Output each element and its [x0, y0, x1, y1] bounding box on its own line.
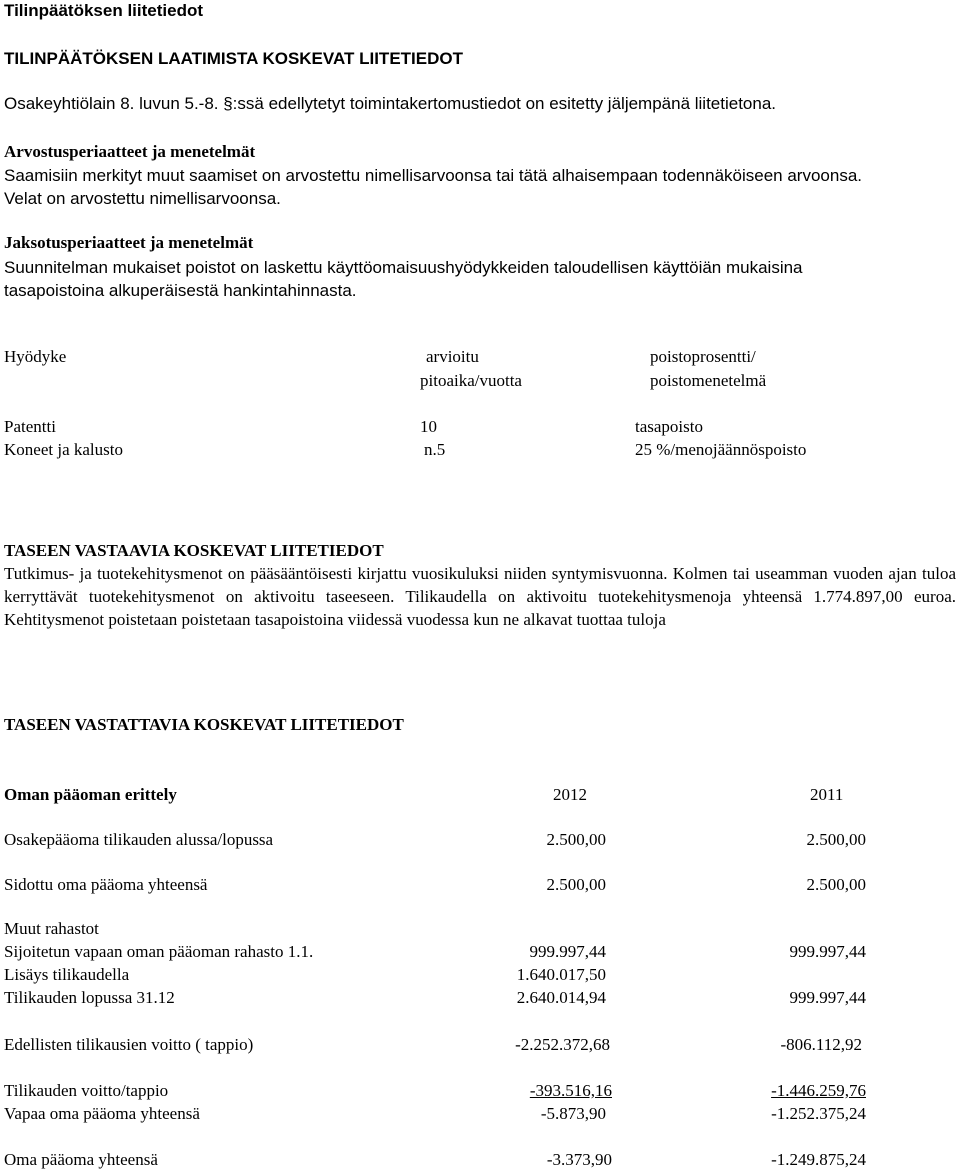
col-header-rate-1: poistoprosentti/ [650, 347, 756, 366]
equity-heading: Oman pääoman erittely [4, 785, 177, 804]
valuation-text: Saamisiin merkityt muut saamiset on arvostettu nimellisarvoonsa tai tätä alhaisempaan todennäköiseen arvoonsa. Velat on arvostettu nimellisarvoonsa. [4, 166, 863, 208]
value-2011: 2.500,00 [806, 830, 866, 849]
value-2012: -393.516,16 [529, 1081, 612, 1100]
value-2011: 2.500,00 [806, 875, 866, 894]
section-heading-liabilities: TASEEN VASTATTAVIA KOSKEVAT LIITETIEDOT [4, 715, 404, 734]
row-label: Osakepääoma tilikauden alussa/lopussa [4, 830, 274, 849]
value-2012: 1.640.017,50 [516, 965, 606, 984]
value-2012: 999.997,44 [529, 942, 606, 961]
value-2012: 2.500,00 [546, 830, 606, 849]
periodization-text: Suunnitelman mukaiset poistot on laskettu käyttöomaisuushyödykkeiden taloudellisen käyttöiän mukaisina tasapoistoina alkuperäisestä hankintahinnasta. [4, 258, 803, 300]
value-2012: -5.873,90 [540, 1104, 606, 1123]
col-header-asset: Hyödyke [4, 347, 67, 366]
row-method: tasapoisto [635, 417, 703, 436]
section-heading-preparation: TILINPÄÄTÖKSEN LAATIMISTA KOSKEVAT LIITETIEDOT [4, 49, 463, 68]
section-heading-assets: TASEEN VASTAAVIA KOSKEVAT LIITETIEDOT [4, 541, 384, 560]
row-label: Tilikauden voitto/tappio [4, 1081, 169, 1100]
row-label: Oma pääoma yhteensä [4, 1150, 158, 1169]
row-life: 10 [420, 417, 437, 436]
rd-text-part1: Tutkimus- ja tuotekehitysmenot on pääsääntöisesti kirjattu vuosikuluksi niiden syntymisvuonna. Kolmen tai useamman vuoden ajan tuloa kerryttävät tuotekehitysmenot on aktivoitu taseeseen. Tilikaudella on aktivoitu tuotekehitysmenoja yhteensä 1.774.897,00 euroa. [4, 564, 956, 606]
periodization-heading: Jaksotusperiaatteet ja menetelmät [4, 233, 254, 252]
value-2012: 2.500,00 [546, 875, 606, 894]
intro-text: Osakeyhtiölain 8. luvun 5.-8. §:ssä edellytetyt toimintakertomustiedot on esitetty jäljempänä liitetietona. [4, 94, 777, 113]
page-title: Tilinpäätöksen liitetiedot [4, 1, 203, 20]
value-2012: -3.373,90 [546, 1150, 612, 1169]
other-funds-heading: Muut rahastot [4, 919, 99, 938]
rd-text-part2: Kehtitysmenot poistetaan poistetaan tasapoistoina viidessä vuodessa kun ne alkavat tuottaa tuloja [4, 610, 666, 629]
row-label: Edellisten tilikausien voitto ( tappio) [4, 1035, 254, 1054]
row-method: 25 %/menojäännöspoisto [635, 440, 807, 459]
value-2011: -1.446.259,76 [771, 1081, 866, 1100]
valuation-heading: Arvostusperiaatteet ja menetelmät [4, 142, 256, 161]
rd-text [4, 562, 956, 631]
col-header-life-2: pitoaika/vuotta [420, 371, 522, 390]
row-label: Vapaa oma pääoma yhteensä [4, 1104, 200, 1123]
row-life: n.5 [424, 440, 446, 459]
row-label: Sijoitetun vapaan oman pääoman rahasto 1.1. [4, 942, 314, 961]
value-2011: -806.112,92 [780, 1035, 862, 1054]
row-asset: Koneet ja kalusto [4, 440, 123, 459]
year-2012: 2012 [553, 785, 587, 804]
col-header-life-1: arvioitu [426, 347, 479, 366]
value-2011: -1.252.375,24 [771, 1104, 866, 1123]
year-2011: 2011 [810, 785, 844, 804]
value-2011: 999.997,44 [789, 988, 866, 1007]
value-2012: 2.640.014,94 [516, 988, 606, 1007]
value-2011: -1.249.875,24 [771, 1150, 866, 1169]
col-header-rate-2: poistomenetelmä [650, 371, 767, 390]
row-label: Lisäys tilikaudella [4, 965, 130, 984]
row-label: Sidottu oma pääoma yhteensä [4, 875, 208, 894]
value-2011: 999.997,44 [789, 942, 866, 961]
row-label: Tilikauden lopussa 31.12 [4, 988, 175, 1007]
row-asset: Patentti [4, 417, 56, 436]
value-2012: -2.252.372,68 [515, 1035, 610, 1054]
